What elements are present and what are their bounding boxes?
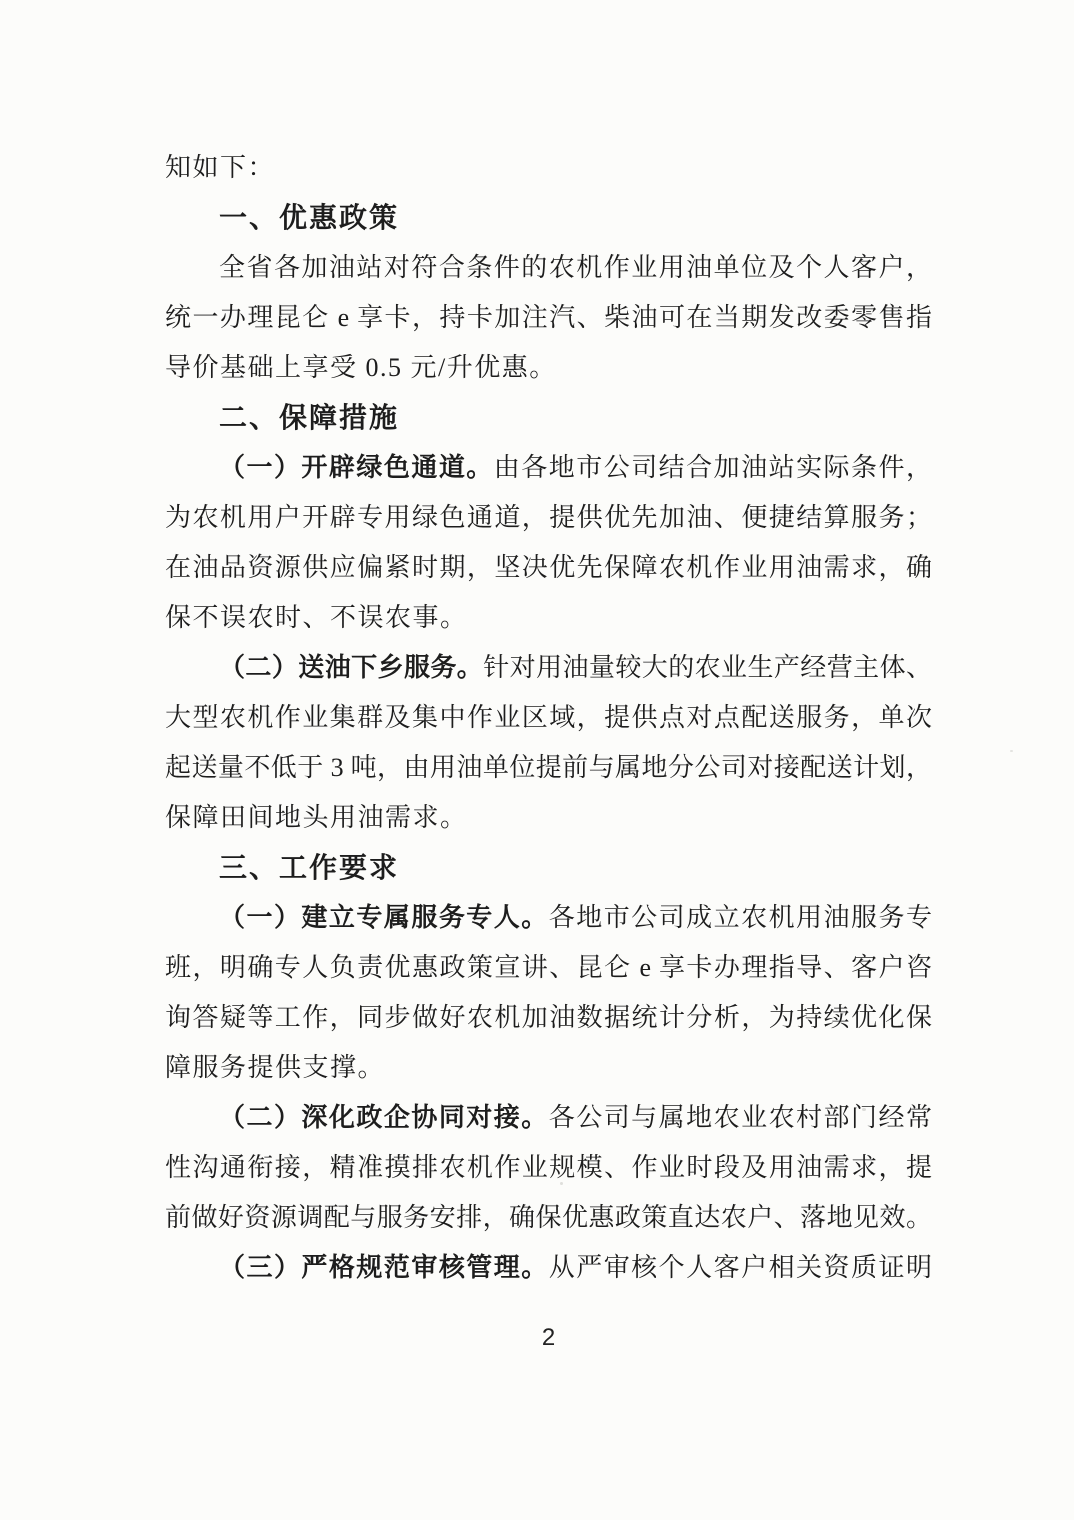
- bold-lead-text: （二）送油下乡服务。: [219, 653, 484, 682]
- text-segment: 在油品资源供应偏紧时期，坚决优先保障农机作业用油需求，确: [165, 553, 932, 582]
- section-heading: [165, 843, 932, 893]
- document-line: [165, 893, 932, 943]
- bold-lead-text: 一、优惠政策: [219, 202, 400, 233]
- document-line: [165, 1093, 932, 1143]
- document-line: [165, 243, 932, 293]
- text-segment: 起送量不低于 3 吨，由用油单位提前与属地分公司对接配送计划，: [165, 753, 932, 782]
- document-line: [165, 293, 932, 343]
- document-line: [165, 493, 932, 543]
- scan-speck: [862, 1108, 866, 1111]
- document-line: [165, 143, 932, 193]
- bold-lead-text: 三、工作要求: [219, 852, 400, 883]
- text-segment: 各公司与属地农业农村部门经常: [548, 1103, 932, 1132]
- text-segment: 保不误农时、不误农事。: [165, 603, 468, 632]
- bold-lead-text: （一）建立专属服务专人。: [219, 903, 549, 932]
- text-segment: 由各地市公司结合加油站实际条件，: [493, 453, 932, 482]
- document-line: [165, 343, 932, 393]
- text-segment: 从严审核个人客户相关资质证明: [548, 1253, 932, 1282]
- bold-lead-text: （二）深化政企协同对接。: [219, 1103, 549, 1132]
- text-segment: 保障田间地头用油需求。: [165, 803, 468, 832]
- bold-lead-text: （一）开辟绿色通道。: [219, 453, 494, 482]
- bold-lead-text: 二、保障措施: [219, 402, 400, 433]
- text-segment: 统一办理昆仑 e 享卡，持卡加注汽、柴油可在当期发改委零售指: [165, 303, 932, 332]
- text-segment: 大型农机作业集群及集中作业区域，提供点对点配送服务，单次: [165, 703, 932, 732]
- bold-lead-text: （三）严格规范审核管理。: [219, 1253, 549, 1282]
- document-line: [165, 743, 932, 793]
- section-heading: [165, 193, 932, 243]
- text-segment: 性沟通衔接，精准摸排农机作业规模、作业时段及用油需求，提: [165, 1153, 932, 1182]
- text-segment: 全省各加油站对符合条件的农机作业用油单位及个人客户，: [219, 253, 932, 282]
- section-heading: [165, 393, 932, 443]
- document-line: [165, 1243, 932, 1293]
- text-segment: 班，明确专人负责优惠政策宣讲、昆仑 e 享卡办理指导、客户咨: [165, 953, 932, 982]
- text-segment: 各地市公司成立农机用油服务专: [548, 903, 932, 932]
- text-segment: 前做好资源调配与服务安排，确保优惠政策直达农户、落地见效。: [165, 1203, 932, 1232]
- text-segment: 导价基础上享受 0.5 元/升优惠。: [165, 353, 557, 382]
- document-line: [165, 693, 932, 743]
- text-segment: 知如下：: [165, 153, 276, 182]
- document-line: [165, 593, 932, 643]
- document-line: [165, 793, 932, 843]
- scan-speck: [560, 1182, 563, 1185]
- document-body: [165, 143, 932, 1293]
- document-line: [165, 443, 932, 493]
- text-segment: 为农机用户开辟专用绿色通道，提供优先加油、便捷结算服务；: [165, 503, 932, 532]
- document-line: [165, 1193, 932, 1243]
- document-line: [165, 543, 932, 593]
- document-line: [165, 993, 932, 1043]
- scan-speck: [700, 455, 703, 457]
- text-segment: 针对用油量较大的农业生产经营主体、: [483, 653, 932, 682]
- document-line: [165, 1143, 932, 1193]
- scan-speck: [1010, 750, 1013, 752]
- text-segment: 障服务提供支撑。: [165, 1053, 386, 1082]
- document-line: [165, 1043, 932, 1093]
- text-segment: 询答疑等工作，同步做好农机加油数据统计分析，为持续优化保: [165, 1003, 932, 1032]
- document-line: [165, 943, 932, 993]
- document-line: [165, 643, 932, 693]
- page-number: 2: [541, 1324, 556, 1351]
